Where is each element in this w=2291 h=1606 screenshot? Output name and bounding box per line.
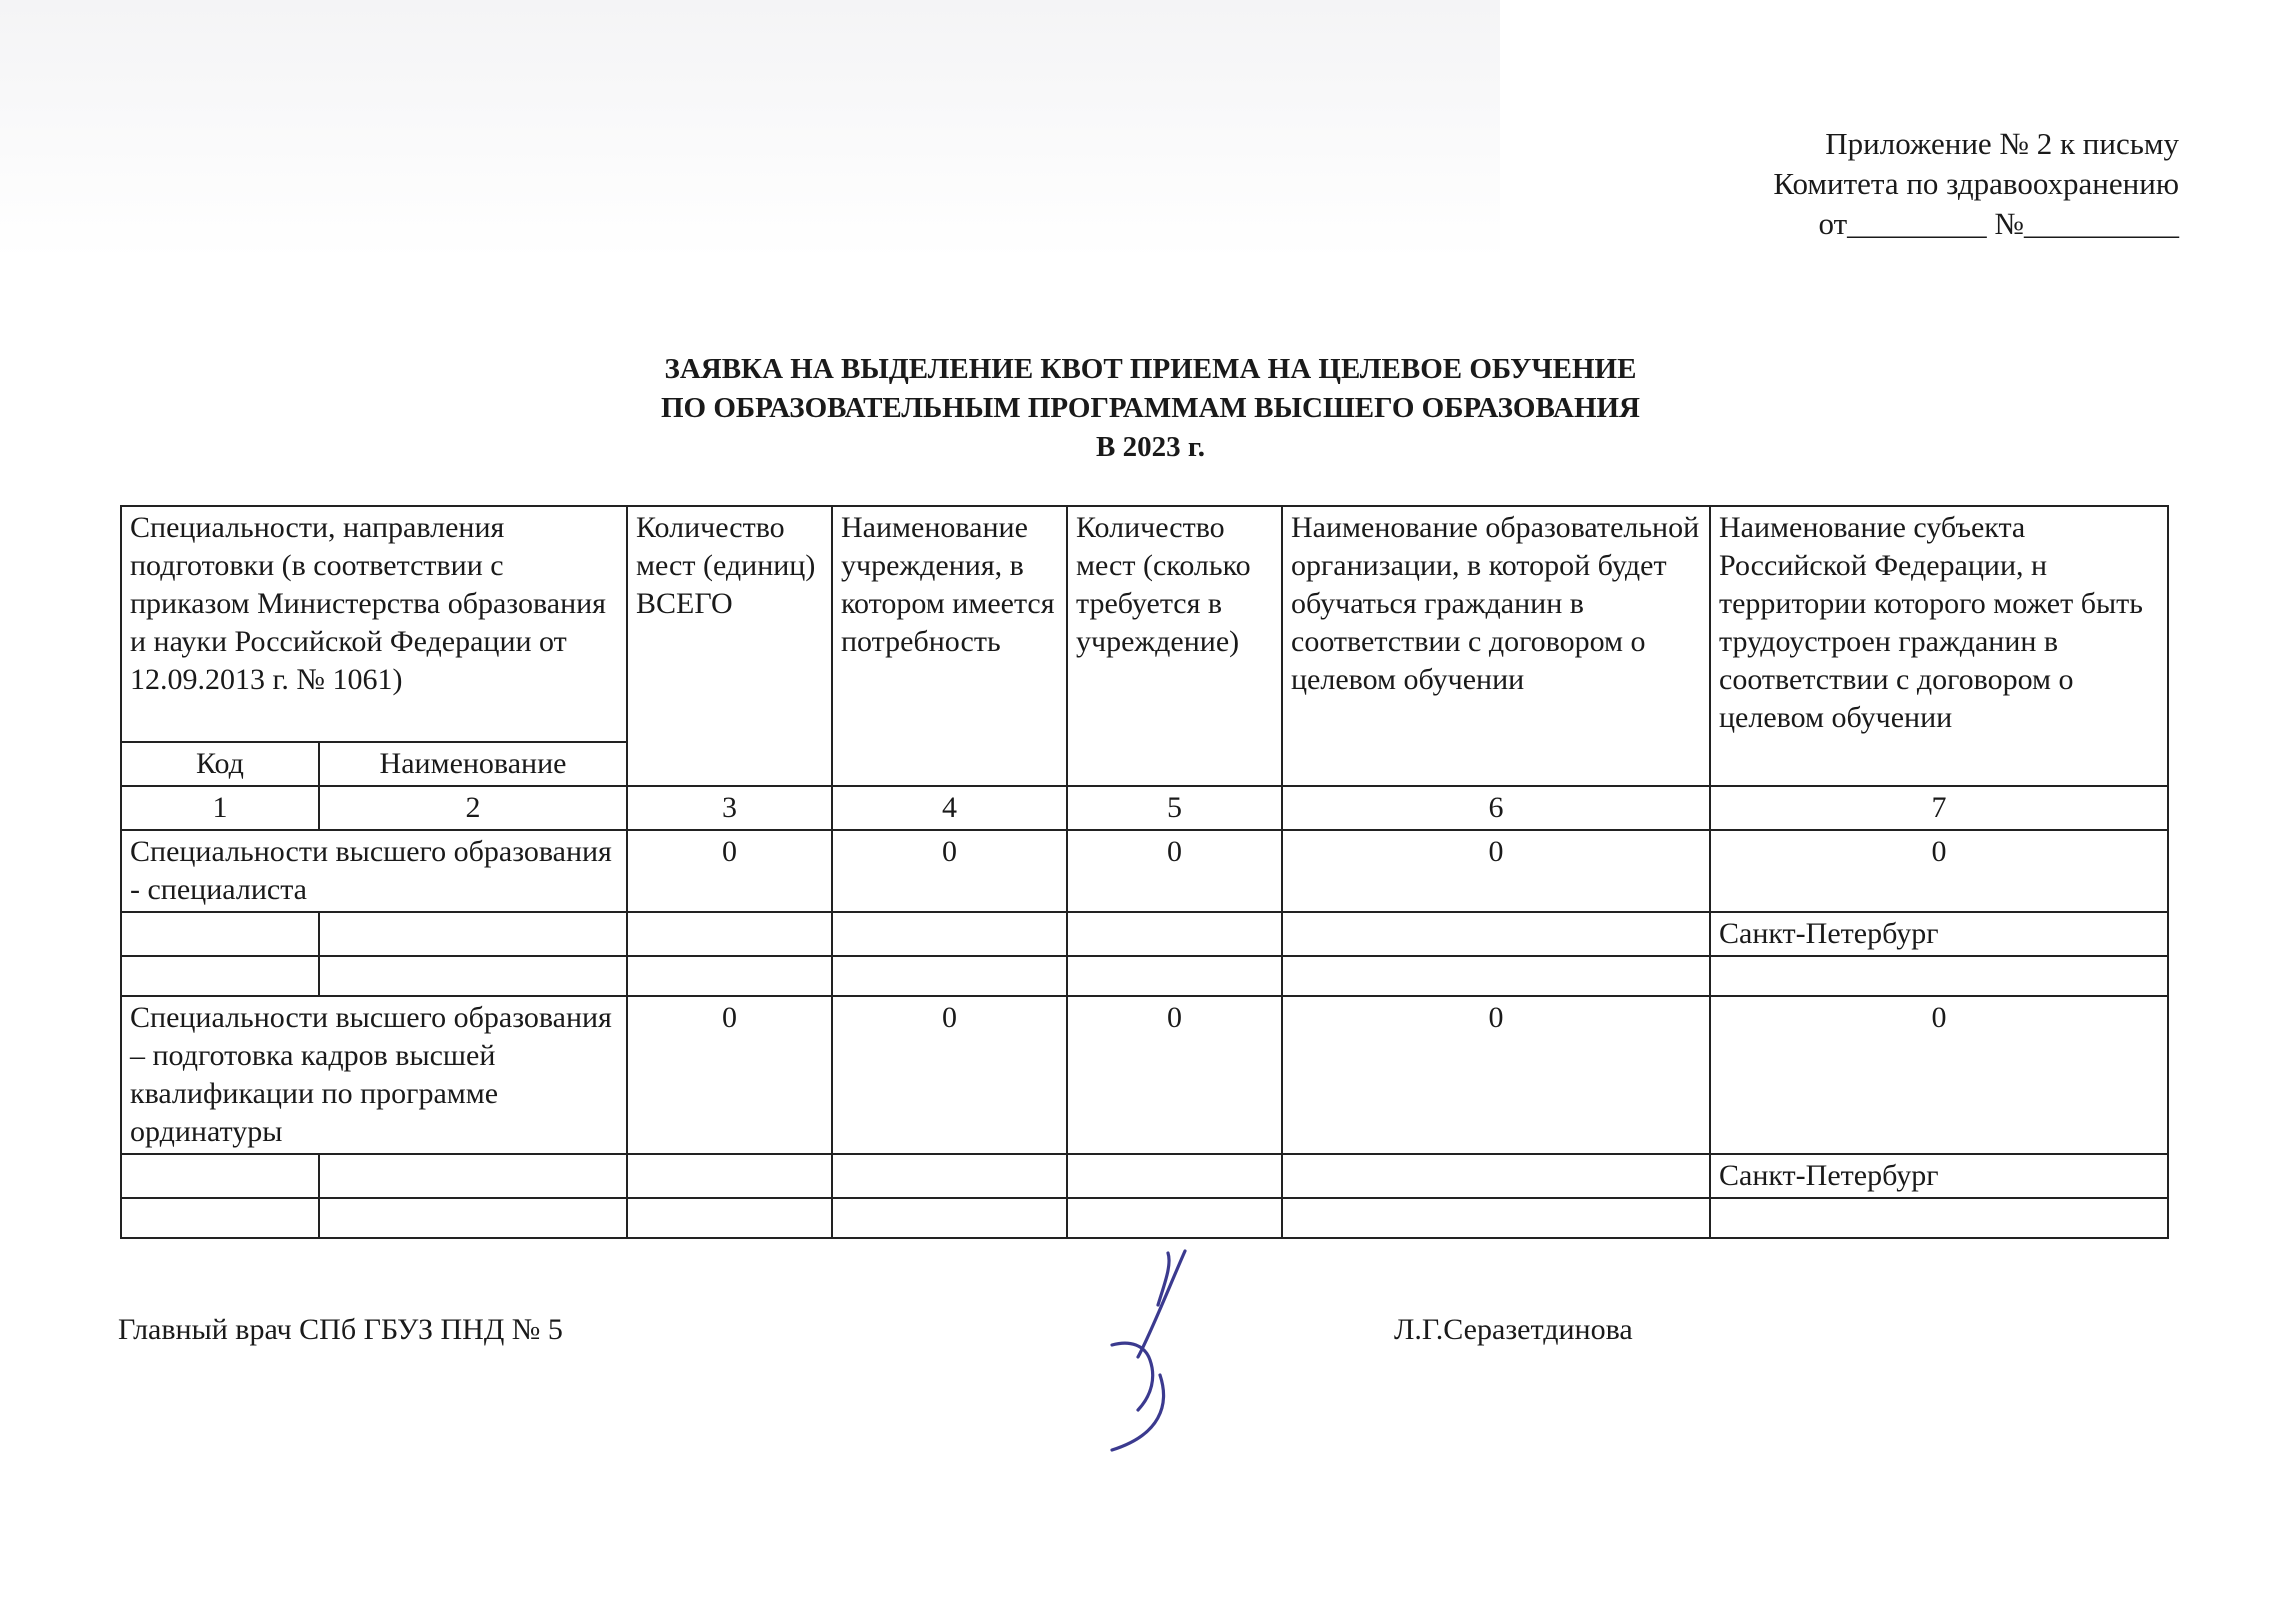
table-row [121,956,2168,996]
empty-cell [832,912,1067,956]
empty-cell [319,1198,627,1238]
title-line-2: ПО ОБРАЗОВАТЕЛЬНЫМ ПРОГРАММАМ ВЫСШЕГО ОБРАЗОВАНИЯ [660,392,1641,424]
column-number: 4 [832,786,1067,830]
appendix-line-1: Приложение № 2 к письму [1825,126,2179,161]
column-number: 5 [1067,786,1282,830]
empty-cell [1282,956,1710,996]
title-line-1: ЗАЯВКА НА ВЫДЕЛЕНИЕ КВОТ ПРИЕМА НА ЦЕЛЕВОЕ ОБУЧЕНИЕ [664,353,1637,385]
value-cell: 0 [627,996,832,1154]
empty-cell [1710,1198,2168,1238]
column-number: 3 [627,786,832,830]
empty-cell [319,1154,627,1198]
handwritten-signature [1090,1245,1230,1455]
header-educational-organization: Наименование образовательной организации, в которой будет обучаться гражданин в соответствии с договором о целевом обучении [1282,506,1710,786]
empty-cell [121,1154,319,1198]
federal-subject-cell: Санкт-Петербург [1710,1154,2168,1198]
scan-background-smudge [0,0,1500,260]
empty-cell [1067,1154,1282,1198]
table-row [121,1154,2168,1198]
quota-request-table [120,505,2169,1239]
empty-cell [1282,1198,1710,1238]
header-specialties: Специальности, направления подготовки (в соответствии с приказом Министерства образования и науки Российской Федерации от 12.09.2013 г. № 1061) [121,506,627,742]
column-number: 7 [1710,786,2168,830]
section-row-residency [121,996,2168,1154]
appendix-line-2: Комитета по здравоохранению [1773,166,2179,201]
header-name: Наименование [319,742,627,786]
table-row [121,912,2168,956]
section-label: Специальности высшего образования - специалиста [121,830,627,912]
value-cell: 0 [832,996,1067,1154]
empty-cell [1282,1154,1710,1198]
header-places-total: Количество мест (единиц) ВСЕГО [627,506,832,786]
empty-cell [627,1154,832,1198]
value-cell: 0 [1710,996,2168,1154]
table-row [121,1198,2168,1238]
header-places-required: Количество мест (сколько требуется в учреждение) [1067,506,1282,786]
title-line-3: В 2023 г. [1096,431,1205,463]
value-cell: 0 [1710,830,2168,912]
column-number-row [121,786,2168,830]
header-code: Код [121,742,319,786]
value-cell: 0 [1067,830,1282,912]
table-header-row [121,506,2168,742]
value-cell: 0 [1282,996,1710,1154]
empty-cell [832,1198,1067,1238]
empty-cell [627,912,832,956]
empty-cell [832,956,1067,996]
value-cell: 0 [1282,830,1710,912]
empty-cell [627,1198,832,1238]
empty-cell [121,1198,319,1238]
header-federal-subject: Наименование субъекта Российской Федерации, н территории которого может быть трудоустроен гражданин в соответствии с договором о целевом обучении [1710,506,2168,786]
empty-cell [1710,956,2168,996]
value-cell: 0 [1067,996,1282,1154]
empty-cell [627,956,832,996]
document-title [0,350,2291,467]
appendix-reference [1773,124,2179,244]
value-cell: 0 [627,830,832,912]
federal-subject-cell: Санкт-Петербург [1710,912,2168,956]
empty-cell [1067,1198,1282,1238]
signer-position: Главный врач СПб ГБУЗ ПНД № 5 [118,1313,563,1346]
empty-cell [121,956,319,996]
column-number: 2 [319,786,627,830]
value-cell: 0 [832,830,1067,912]
section-row-specialist [121,830,2168,912]
section-label: Специальности высшего образования – подготовка кадров высшей квалификации по программе ординатуры [121,996,627,1154]
signer-name: Л.Г.Серазетдинова [1394,1313,1633,1346]
empty-cell [1282,912,1710,956]
column-number: 6 [1282,786,1710,830]
empty-cell [319,912,627,956]
empty-cell [832,1154,1067,1198]
empty-cell [1067,912,1282,956]
empty-cell [1067,956,1282,996]
appendix-line-3: от_________ №__________ [1818,206,2179,241]
column-number: 1 [121,786,319,830]
empty-cell [121,912,319,956]
empty-cell [319,956,627,996]
header-institution-name: Наименование учреждения, в котором имеется потребность [832,506,1067,786]
